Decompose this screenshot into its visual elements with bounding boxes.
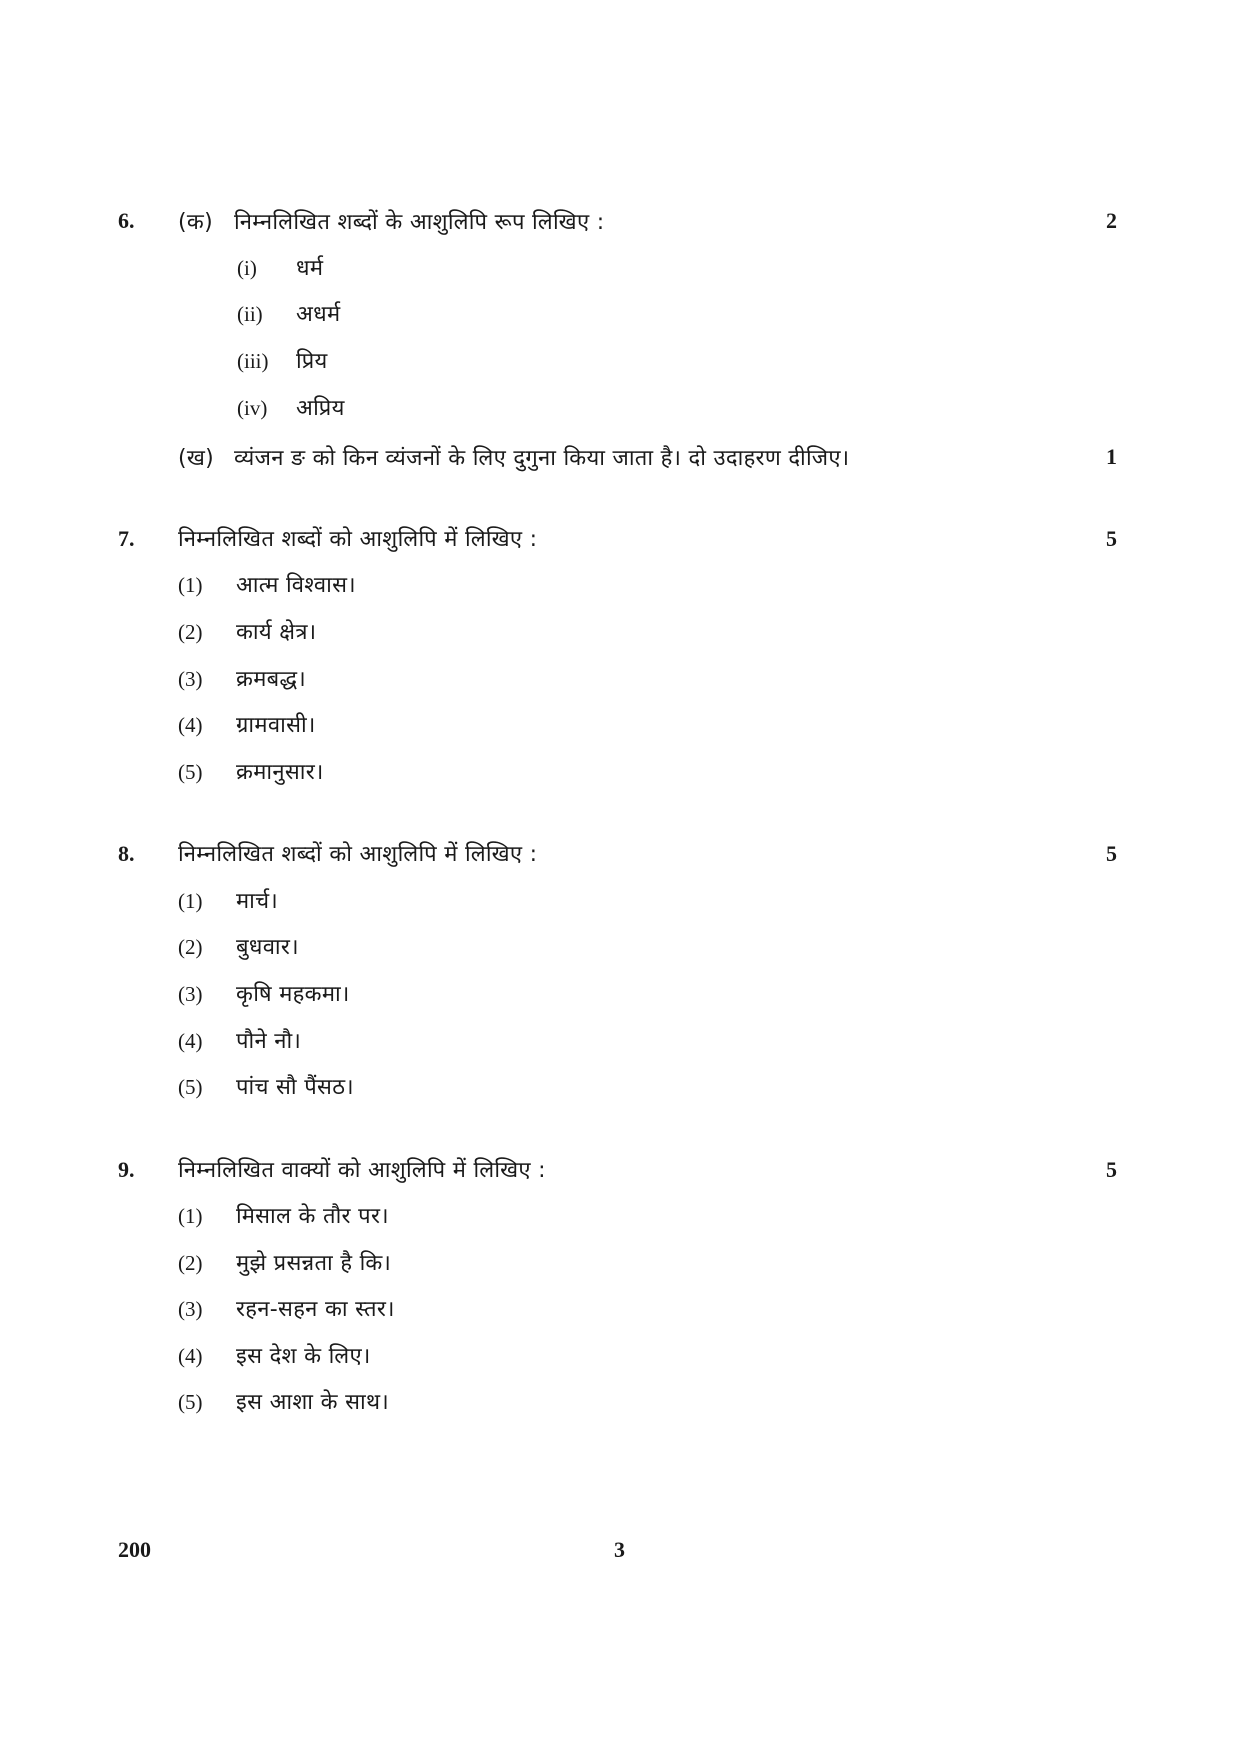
item-label: (4)	[178, 1029, 203, 1053]
item-label: (4)	[178, 1344, 203, 1368]
item-label: (1)	[178, 573, 203, 597]
item-text: पौने नौ।	[236, 1029, 302, 1054]
paper-code: 200	[118, 1537, 151, 1562]
item-text: धर्म	[296, 256, 324, 281]
item-label: (ii)	[237, 302, 263, 326]
item-text: मिसाल के तौर पर।	[236, 1204, 389, 1229]
item-text: कार्य क्षेत्र।	[236, 620, 317, 645]
item-label: (5)	[178, 1390, 203, 1414]
item-text: मुझे प्रसन्नता है कि।	[236, 1251, 392, 1276]
item-text: रहन-सहन का स्तर।	[236, 1297, 395, 1322]
question-number: 7.	[118, 526, 135, 551]
marks: 5	[1106, 526, 1117, 551]
question-text: व्यंजन ङ को किन व्यंजनों के लिए दुगुना किया जाता है। दो उदाहरण दीजिए।	[234, 446, 850, 471]
item-label: (1)	[178, 1204, 203, 1228]
item-label: (i)	[237, 256, 257, 280]
item-label: (2)	[178, 1251, 203, 1275]
item-text: क्रमबद्ध।	[236, 667, 307, 692]
item-text: इस देश के लिए।	[236, 1344, 371, 1369]
item-label: (4)	[178, 713, 203, 737]
item-text: मार्च।	[236, 889, 279, 914]
item-label: (iii)	[237, 349, 269, 373]
sub-question-label: (क)	[178, 210, 213, 235]
sub-question-label: (ख)	[178, 446, 215, 471]
item-text: अप्रिय	[296, 396, 345, 421]
marks: 2	[1106, 208, 1117, 233]
item-label: (1)	[178, 889, 203, 913]
item-text: बुधवार।	[236, 935, 299, 960]
item-label: (5)	[178, 760, 203, 784]
item-text: क्रमानुसार।	[236, 760, 324, 785]
item-label: (iv)	[237, 396, 268, 420]
question-number: 8.	[118, 841, 135, 866]
item-text: कृषि महकमा।	[236, 982, 350, 1007]
marks: 1	[1106, 444, 1117, 469]
item-label: (2)	[178, 935, 203, 959]
question-number: 6.	[118, 208, 135, 233]
item-label: (3)	[178, 982, 203, 1006]
item-label: (5)	[178, 1075, 203, 1099]
item-text: अधर्म	[296, 302, 341, 327]
question-number: 9.	[118, 1157, 135, 1182]
item-text: ग्रामवासी।	[236, 713, 316, 738]
question-text: निम्नलिखित शब्दों के आशुलिपि रूप लिखिए :	[234, 210, 605, 235]
item-text: इस आशा के साथ।	[236, 1390, 389, 1415]
item-text: आत्म विश्वास।	[236, 573, 356, 598]
item-label: (3)	[178, 667, 203, 691]
item-label: (3)	[178, 1297, 203, 1321]
page-number: 3	[614, 1537, 625, 1562]
question-text: निम्नलिखित वाक्यों को आशुलिपि में लिखिए :	[178, 1158, 546, 1183]
marks: 5	[1106, 1157, 1117, 1182]
question-text: निम्नलिखित शब्दों को आशुलिपि में लिखिए :	[178, 527, 538, 552]
item-text: पांच सौ पैंसठ।	[236, 1075, 354, 1100]
question-text: निम्नलिखित शब्दों को आशुलिपि में लिखिए :	[178, 842, 538, 867]
item-text: प्रिय	[296, 349, 328, 374]
marks: 5	[1106, 841, 1117, 866]
item-label: (2)	[178, 620, 203, 644]
